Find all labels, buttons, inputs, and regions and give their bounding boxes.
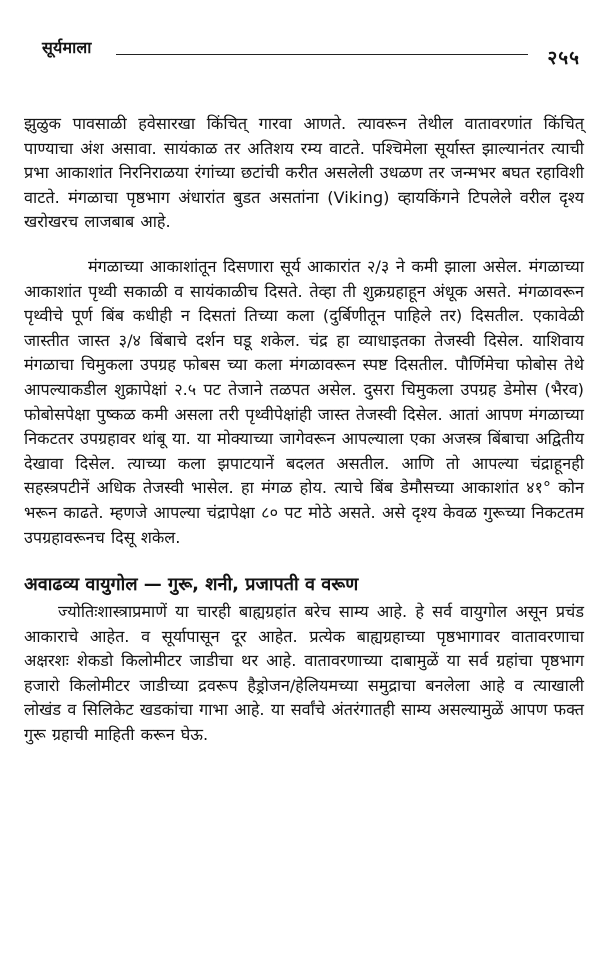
running-head: सूर्यमाला (42, 38, 92, 57)
page-body (24, 112, 584, 748)
header-rule (116, 54, 528, 55)
paragraph-gas-giants-intro: ज्योतिःशास्त्राप्रमाणें या चारही बाह्यग्रहांत बरेच साम्य आहे. हे सर्व वायुगोल असून प्रचंड आकाराचे आहेत. व सूर्यापासून दूर आहेत. प्रत्येक बाह्यग्रहाच्या पृष्ठभागावर वातावरणाचा अक्षरशः शेकडो किलोमीटर जाडीचा थर आहे. वातावरणाच्या दाबामुळें या सर्व ग्रहांचा पृष्ठभाग हजारो किलोमीटर जाडीच्या द्रवरूप हैड्रोजन/हेलियमच्या समुद्राचा बनलेला आहे व त्याखाली लोखंड व सिलिकेट खडकांचा गाभा आहे. या सर्वांचे अंतरंगातही साम्य असल्यामुळें आपण फक्त गुरू ग्रहाची माहिती करून घेऊ. (24, 602, 584, 745)
page-header (18, 30, 588, 70)
page-number: २५५ (547, 47, 580, 69)
section-heading-gas-giants: अवाढव्य वायुगोल — गुरू, शनी, प्रजापती व वरूण (24, 574, 359, 596)
paragraph-mars-sky-view: मंगळाच्या आकाशांतून दिसणारा सूर्य आकारांत २/३ ने कमी झाला असेल. मंगळाच्या आकाशांत पृथ्वी सकाळी व सायंकाळीच दिसते. तेव्हा ती शुक्रग्रहाहून अंधूक असते. मंगळावरून पृथ्वीचे पूर्ण बिंब कधीही न दिसतां तिच्या कला (दुर्बिणीतून पाहिले तर) दिसतील. एकावेळी जास्तीत जास्त ३/४ बिंबाचे दर्शन घडू शकेल. चंद्र हा व्याधाइतका तेजस्वी दिसेल. याशिवाय मंगळाचा चिमुकला उपग्रह फोबस च्या कला मंगळावरून स्पष्ट दिसतील. पौर्णिमेचा फोबोस तेथे आपल्याकडील शुक्रापेक्षां २.५ पट तेजाने तळपत असेल. दुसरा चिमुकला उपग्रह डेमोस (भैरव) फोबोसपेक्षा पुष्कळ कमी असला तरी पृथ्वीपेक्षांही जास्त तेजस्वी दिसेल. आतां आपण मंगळाच्या निकटतर उपग्रहावर थांबू या. या मोक्याच्या जागेवरून आपल्याला एका अजस्त्र बिंबाचा अद्वितीय देखावा दिसेल. त्याच्या कला झपाटयानें बदलत असतील. आणि तो आपल्या चंद्राहूनही सहस्त्रपटीनें अधिक तेजस्वी भासेल. हा मंगळ होय. त्याचे बिंब डेमौसच्या आकाशांत ४१° कोन भरून काढते. म्हणजे आपल्या चंद्रापेक्षा ८० पट मोठे असते. असे दृश्य केवळ गुरूच्या निकटतम उपग्रहावरूनच दिसू शकेल. (24, 256, 584, 547)
paragraph-mars-sky-continued: झुळुक पावसाळी हवेसारखा किंचित् गारवा आणते. त्यावरून तेथील वातावरणांत किंचित् पाण्याचा अंश असावा. सायंकाळ तर अतिशय रम्य वाटते. पश्चिमेला सूर्यास्त झाल्यानंतर त्याची प्रभा आकाशांत निरनिराळया रंगांच्या छटांची करीत असलेली उधळण तर जन्मभर बघत रहाविशी वाटते. मंगळाचा पृष्ठभाग अंधारांत बुडत असतांना (Viking) व्हायकिंगने टिपलेले वरील दृश्य खरोखरच लाजबाब आहे. (24, 114, 584, 232)
